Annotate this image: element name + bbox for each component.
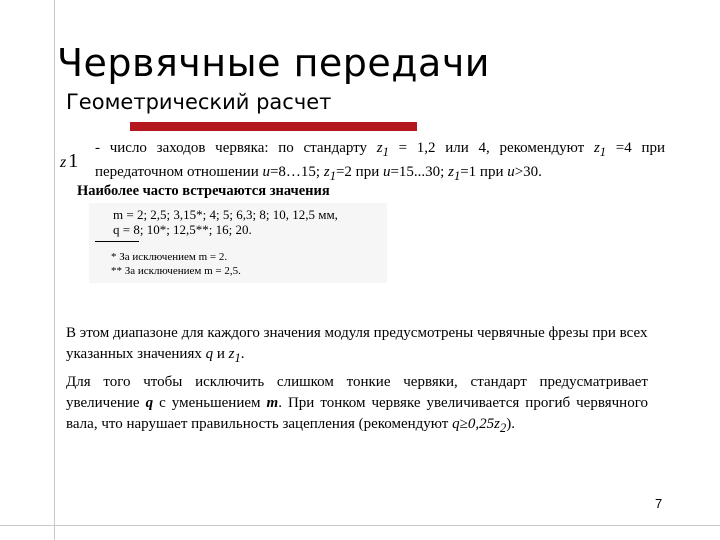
var-sub: 1 [453, 169, 461, 183]
para1-end: . [240, 346, 245, 362]
footnote-1: * За исключением m = 2. [111, 251, 228, 263]
def-part: =2 при [335, 164, 383, 180]
var-z: z [448, 164, 454, 180]
footnote-2: ** За исключением m = 2,5. [111, 265, 241, 277]
note-heading: Наиболее часто встречаются значения [77, 183, 330, 199]
slide-title: Червячные передачи [57, 41, 490, 85]
def-part: =8…15; [269, 164, 324, 180]
var-sub: 1 [329, 169, 336, 183]
para1-text: В этом диапазоне для каждого значения модуля предусмотрены червячные фрезы при всех указанных значениях [66, 325, 648, 362]
def-part: = 1,2 или 4, рекомендуют [388, 140, 594, 156]
formula: q≥0,25z [452, 416, 500, 432]
var-u: u [382, 164, 391, 180]
page-number: 7 [655, 496, 663, 511]
var-sub: 1 [234, 351, 241, 365]
var-sub: 1 [599, 145, 607, 159]
def-part: =4 при передаточном отношении [95, 140, 666, 180]
var-q: q [145, 395, 154, 411]
z1-subscript: 1 [68, 150, 79, 172]
def-part: =1 при [460, 164, 508, 180]
para2-end: ). [506, 416, 515, 432]
definition-text [95, 138, 665, 186]
formula-sub: 2 [499, 421, 507, 435]
def-part: >30. [514, 164, 542, 180]
def-part: - число заходов червяка: по стандарту [95, 140, 377, 156]
var-z: z [228, 346, 235, 362]
var-z: z [593, 140, 600, 156]
q-values-row: q = 8; 10*; 12,5**; 16; 20. [113, 222, 252, 237]
frame-horizontal-line [0, 525, 720, 526]
para2-text: Для того чтобы исключить слишком тонкие червяки, стандарт предусматривает увеличение [66, 374, 648, 411]
m-values-row: m = 2; 2,5; 3,15*; 4; 5; 6,3; 8; 10, 12,5 мм, [113, 207, 338, 222]
para2-text: . При тонком червяке увеличивается прогиб червячного вала, что нарушает правильность зацепления (рекомендуют [66, 395, 648, 432]
z1-letter: z [60, 154, 67, 171]
accent-bar [130, 122, 417, 131]
def-part: =15...30; [390, 164, 449, 180]
var-z: z [376, 140, 383, 156]
var-u: u [507, 164, 515, 180]
slide-subtitle: Геометрический расчет [66, 90, 332, 114]
var-u: u [262, 164, 270, 180]
para1-and: и [213, 346, 229, 362]
paragraph-2 [66, 372, 648, 439]
var-z: z [323, 164, 330, 180]
para2-text: с уменьшением [153, 395, 267, 411]
var-q: q [205, 346, 214, 362]
z1-symbol [60, 150, 78, 173]
standard-values-table [89, 203, 387, 283]
paragraph-1 [66, 323, 648, 369]
var-m: m [266, 395, 279, 411]
var-sub: 1 [382, 145, 389, 159]
frame-vertical-line [54, 0, 55, 540]
footnote-rule [95, 241, 139, 242]
